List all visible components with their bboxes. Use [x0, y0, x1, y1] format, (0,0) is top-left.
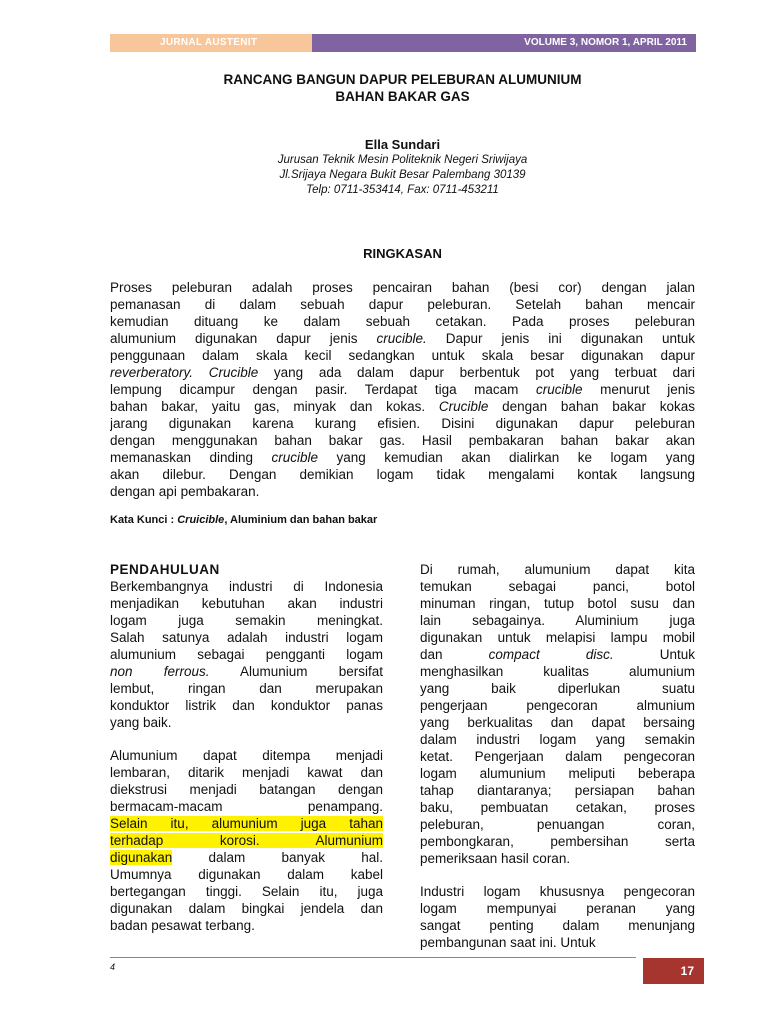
italic-term: Crucible — [438, 399, 489, 414]
text-run: Untuk — [613, 647, 695, 662]
title-line: BAHAN BAKAR GAS — [335, 89, 470, 104]
text-run: pemeriksaan hasil coran. — [420, 851, 571, 866]
text-run: alumunium sebagai pengganti logam — [110, 647, 383, 662]
text-run: logam alumunium meliputi beberapa — [420, 766, 695, 781]
text-run: baku, pembuatan cetakan, proses — [420, 800, 695, 815]
text-line — [110, 466, 695, 483]
text-line — [420, 748, 695, 765]
text-line — [110, 330, 695, 347]
author-affiliation — [110, 153, 695, 198]
text-line — [420, 782, 695, 799]
italic-term: reverberatory. — [110, 365, 194, 380]
italic-term: crucible — [536, 382, 583, 397]
text-run: digunakan untuk melapisi lampu mobil — [420, 630, 695, 645]
text-line — [110, 313, 695, 330]
text-line — [110, 764, 383, 781]
text-run: yang kemudian akan dialirkan ke logam yang — [318, 450, 695, 465]
text-run: konduktor listrik dan konduktor panas — [110, 698, 383, 713]
text-run: dalam industri logam yang semakin — [420, 732, 695, 747]
text-run: Industri logam khususnya pengecoran — [420, 884, 695, 899]
text-line — [420, 578, 695, 595]
text-line — [420, 850, 695, 867]
text-run: Berkembangnya industri di Indonesia — [110, 579, 383, 594]
text-line — [420, 765, 695, 782]
italic-term: non ferrous. — [110, 664, 210, 679]
text-line — [110, 917, 383, 934]
text-run: Di rumah, alumunium dapat kita — [420, 562, 695, 577]
text-run: peleburan, penuangan coran, — [420, 817, 695, 832]
affiliation-line: Jurusan Teknik Mesin Politeknik Negeri Sriwijaya — [277, 154, 528, 166]
text-run: pembongkaran, pembersihan serta — [420, 834, 695, 849]
text-line — [110, 347, 695, 364]
italic-term: compact disc. — [488, 647, 614, 662]
right-column — [420, 561, 695, 951]
author-name: Ella Sundari — [364, 137, 441, 152]
paragraph — [420, 883, 695, 951]
text-run: Alumunium dapat ditempa menjadi — [110, 748, 383, 763]
text-run — [193, 365, 209, 380]
text-run: lembaran, ditarik menjadi kawat dan — [110, 765, 383, 780]
text-run: lembut, ringan dan merupakan — [110, 681, 383, 696]
text-run: badan pesawat terbang. — [110, 918, 255, 933]
highlighted-text: digunakan — [110, 850, 173, 865]
text-line — [110, 815, 383, 832]
text-run: menghasilkan kualitas alumunium — [420, 664, 695, 679]
text-run: tahap diantaranya; persiapan bahan — [420, 783, 695, 798]
text-line — [110, 432, 695, 449]
text-line — [110, 781, 383, 798]
text-run: yang baik. — [110, 715, 172, 730]
text-line — [420, 917, 695, 934]
journal-name: JURNAL AUSTENIT — [160, 37, 258, 48]
text-line — [420, 731, 695, 748]
text-run: bahan bakar, yaitu gas, minyak dan kokas. — [110, 399, 439, 414]
text-run: pengerjaan pengecoran almunium — [420, 698, 695, 713]
italic-term: crucible. — [376, 331, 427, 346]
text-line — [420, 646, 695, 663]
text-run: pemanasan di dalam sebuah dapur peleburan. Setelah bahan mencair — [110, 297, 695, 312]
text-line — [110, 415, 695, 432]
text-line — [420, 561, 695, 578]
text-run: jarang digunakan karena kurang efisien. Disini digunakan dapur peleburan — [110, 416, 695, 431]
text-line — [110, 832, 383, 849]
paper-title — [110, 71, 695, 105]
paragraph — [110, 747, 383, 934]
text-line — [110, 483, 695, 500]
text-run: dengan bahan bakar kokas — [488, 399, 695, 414]
italic-term: Crucible — [208, 365, 259, 380]
text-run: dan — [420, 647, 489, 662]
text-line — [420, 934, 695, 951]
text-run: logam mempunyai peranan yang — [420, 901, 695, 916]
text-run: penggunaan dalam skala kecil sedangkan untuk skala besar digunakan dapur — [110, 348, 695, 363]
text-line — [110, 364, 695, 381]
text-line — [110, 883, 383, 900]
abstract-body — [110, 279, 695, 500]
text-line — [110, 663, 383, 680]
paragraph — [420, 561, 695, 867]
text-run: lempung dicampur dengan pasir. Terdapat tiga macam — [110, 382, 537, 397]
text-run: temukan sebagai panci, botol — [420, 579, 695, 594]
text-run: Proses peleburan adalah proses pencairan bahan (besi cor) dengan jalan — [110, 280, 695, 295]
text-run: ketat. Pengerjaan dalam pengecoran — [420, 749, 695, 764]
abstract-heading: RINGKASAN — [363, 246, 442, 261]
text-line — [420, 697, 695, 714]
page-number-badge — [643, 958, 704, 984]
text-line — [420, 629, 695, 646]
section-heading: PENDAHULUAN — [110, 562, 220, 577]
highlighted-text: terhadap korosi. Alumunium — [110, 833, 383, 848]
text-line — [110, 612, 383, 629]
left-column — [110, 561, 383, 934]
text-line — [110, 595, 383, 612]
text-run: yang baik diperlukan suatu — [420, 681, 695, 696]
text-run: Umumnya digunakan dalam kabel — [110, 867, 383, 882]
journal-name-band — [110, 34, 312, 52]
text-line — [420, 816, 695, 833]
text-run: bermacam-macam penampang. — [110, 799, 383, 814]
text-line — [110, 629, 383, 646]
text-run: dengan api pembakaran. — [110, 484, 260, 499]
text-line — [110, 747, 383, 764]
text-line — [110, 866, 383, 883]
text-run: alumunium digunakan dapur jenis — [110, 331, 377, 346]
text-line — [420, 663, 695, 680]
text-line — [110, 449, 695, 466]
text-line — [110, 279, 695, 296]
highlighted-text: Selain itu, alumunium juga tahan — [110, 816, 383, 831]
text-line — [110, 680, 383, 697]
text-line — [110, 798, 383, 815]
text-line — [110, 714, 383, 731]
text-run: lain sebagainya. Aluminium juga — [420, 613, 695, 628]
text-run: minuman ringan, tutup botol susu dan — [420, 596, 695, 611]
footnote-mark: 4 — [110, 962, 116, 972]
footer-divider — [110, 957, 636, 958]
text-run: yang berkualitas dan dapat bersaing — [420, 715, 695, 730]
text-run: digunakan dalam bingkai jendela dan — [110, 901, 383, 916]
paragraph-gap — [110, 731, 383, 747]
text-run: Kata Kunci : — [110, 514, 178, 526]
text-line — [110, 849, 383, 866]
text-line — [110, 900, 383, 917]
paragraph — [110, 578, 383, 731]
affiliation-line: Jl.Srijaya Negara Bukit Besar Palembang 30139 — [279, 169, 526, 181]
text-run: bertegangan tinggi. Selain itu, juga — [110, 884, 383, 899]
text-run: pembangunan saat ini. Untuk — [420, 935, 596, 950]
paragraph-gap — [420, 867, 695, 883]
text-line — [420, 799, 695, 816]
text-run: kemudian dituang ke dalam sebuah cetakan. Pada proses peleburan — [110, 314, 695, 329]
volume-band — [312, 34, 696, 52]
text-line — [110, 296, 695, 313]
text-line — [110, 697, 383, 714]
text-line — [110, 646, 383, 663]
text-run: Dapur jenis ini digunakan untuk — [426, 331, 695, 346]
text-line — [420, 714, 695, 731]
title-line: RANCANG BANGUN DAPUR PELEBURAN ALUMUNIUM — [223, 72, 582, 87]
text-run: menjadikan kebutuhan akan industri — [110, 596, 383, 611]
italic-term: Cruicible — [177, 514, 225, 526]
text-line — [420, 612, 695, 629]
text-run: sangat penting dalam menunjang — [420, 918, 695, 933]
text-line — [420, 900, 695, 917]
volume-info: VOLUME 3, NOMOR 1, APRIL 2011 — [524, 37, 687, 48]
text-run: menurut jenis — [582, 382, 695, 397]
keywords — [110, 514, 377, 526]
text-run: Alumunium bersifat — [209, 664, 383, 679]
italic-term: crucible — [271, 450, 319, 465]
page-number: 17 — [680, 964, 694, 978]
text-run: , Aluminium dan bahan bakar — [224, 514, 378, 526]
text-line — [110, 578, 383, 595]
affiliation-line: Telp: 0711-353414, Fax: 0711-453211 — [306, 184, 499, 196]
text-run: memanaskan dinding — [110, 450, 272, 465]
text-line — [420, 833, 695, 850]
text-run: diekstrusi menjadi batangan dengan — [110, 782, 383, 797]
text-run: dalam banyak hal. — [172, 850, 383, 865]
text-run: Salah satunya adalah industri logam — [110, 630, 383, 645]
text-run: logam juga semakin meningkat. — [110, 613, 383, 628]
text-line — [420, 680, 695, 697]
text-line — [420, 595, 695, 612]
text-run: dengan menggunakan bahan bakar gas. Hasil pembakaran bahan bakar akan — [110, 433, 695, 448]
text-line — [420, 883, 695, 900]
text-line — [110, 381, 695, 398]
text-run: akan dilebur. Dengan demikian logam tidak mengalami kontak langsung — [110, 467, 695, 482]
text-run: yang ada dalam dapur berbentuk pot yang terbuat dari — [258, 365, 695, 380]
text-line — [110, 398, 695, 415]
